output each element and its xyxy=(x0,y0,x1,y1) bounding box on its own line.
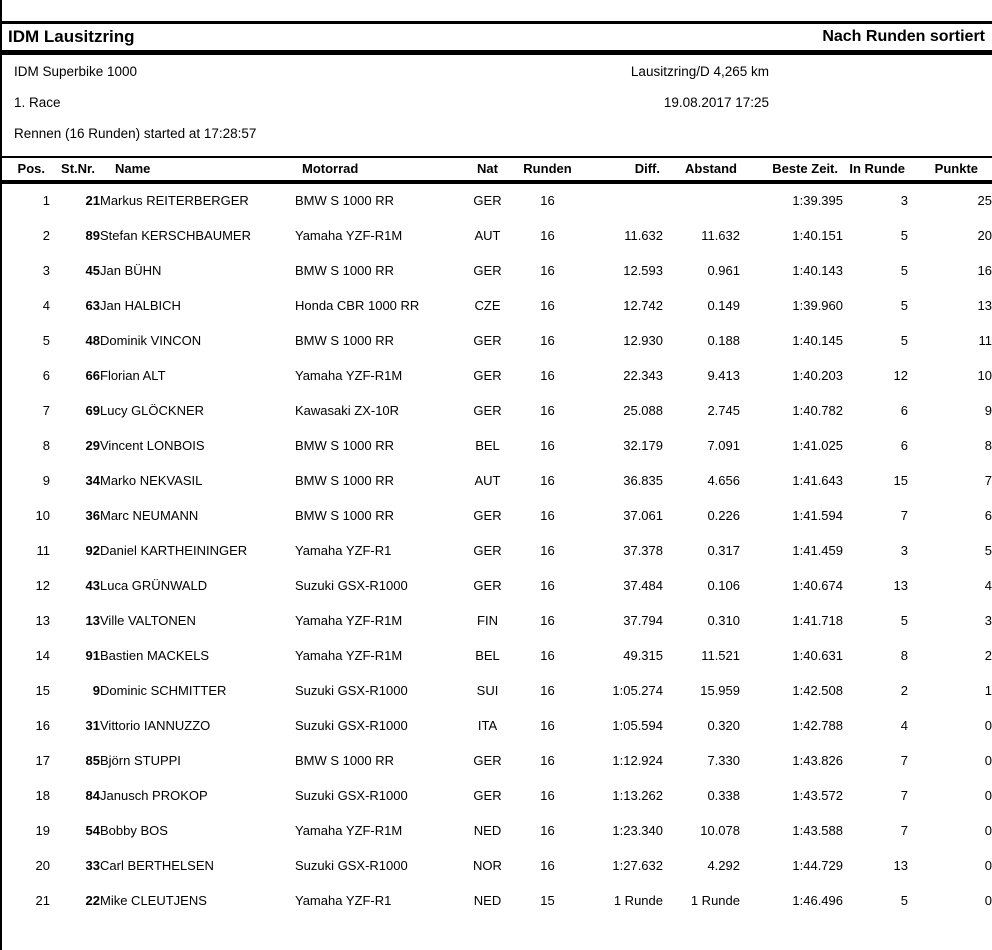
cell-points: 3 xyxy=(984,613,992,628)
cell-start-number: 48 xyxy=(85,333,100,348)
cell-gap: 0.226 xyxy=(707,508,740,523)
result-row xyxy=(0,288,992,323)
cell-pos: 3 xyxy=(42,263,50,278)
cell-laps: 16 xyxy=(540,683,555,698)
cell-start-number: 69 xyxy=(85,403,100,418)
session-label: 1. Race xyxy=(14,95,61,110)
cell-best-lap: 5 xyxy=(900,263,908,278)
cell-laps: 16 xyxy=(540,823,555,838)
cell-motorcycle: Suzuki GSX-R1000 xyxy=(295,718,408,733)
cell-motorcycle: Yamaha YZF-R1 xyxy=(295,543,392,558)
cell-gap: 10.078 xyxy=(700,823,740,838)
result-row xyxy=(0,708,992,743)
cell-pos: 4 xyxy=(42,298,50,313)
cell-pos: 11 xyxy=(36,543,50,558)
cell-pos: 5 xyxy=(42,333,50,348)
cell-best-time: 1:43.826 xyxy=(792,753,843,768)
cell-gap: 11.521 xyxy=(701,648,740,663)
title-underline-rule xyxy=(0,50,992,55)
cell-laps: 16 xyxy=(540,333,555,348)
result-row xyxy=(0,498,992,533)
cell-nationality: AUT xyxy=(474,228,501,243)
cell-rider-name: Daniel KARTHEININGER xyxy=(100,543,248,558)
cell-diff: 1:12.924 xyxy=(612,753,663,768)
cell-best-time: 1:43.588 xyxy=(792,823,843,838)
cell-laps: 16 xyxy=(540,648,555,663)
cell-diff: 25.088 xyxy=(623,403,663,418)
cell-start-number: 34 xyxy=(85,473,100,488)
cell-gap: 0.338 xyxy=(707,788,740,803)
cell-rider-name: Mike CLEUTJENS xyxy=(100,893,207,908)
cell-nationality: GER xyxy=(473,508,502,523)
cell-diff: 49.315 xyxy=(623,648,663,663)
header-start-number: St.Nr. xyxy=(61,160,95,176)
cell-rider-name: Florian ALT xyxy=(100,368,166,383)
sort-order-label: Nach Runden sortiert xyxy=(822,28,985,45)
result-row xyxy=(0,533,992,568)
cell-pos: 17 xyxy=(35,753,50,768)
cell-pos: 7 xyxy=(42,403,50,418)
cell-points: 6 xyxy=(984,508,992,523)
cell-nationality: GER xyxy=(473,753,502,768)
result-row xyxy=(0,883,992,918)
cell-motorcycle: Kawasaki ZX-10R xyxy=(295,403,400,418)
cell-motorcycle: Honda CBR 1000 RR xyxy=(295,298,420,313)
cell-motorcycle: BMW S 1000 RR xyxy=(295,508,394,523)
cell-nationality: GER xyxy=(473,263,502,278)
cell-motorcycle: BMW S 1000 RR xyxy=(295,473,394,488)
series-label: IDM Superbike 1000 xyxy=(14,64,138,79)
results-table xyxy=(0,183,992,918)
cell-points: 4 xyxy=(984,578,992,593)
cell-nationality: FIN xyxy=(477,613,498,628)
cell-points: 7 xyxy=(984,473,992,488)
cell-points: 5 xyxy=(984,543,992,558)
datetime-label: 19.08.2017 17:25 xyxy=(663,95,769,110)
cell-nationality: NOR xyxy=(473,858,502,873)
cell-motorcycle: Yamaha YZF-R1M xyxy=(295,823,403,838)
cell-points: 8 xyxy=(984,438,992,453)
header-points: Punkte xyxy=(934,160,978,176)
cell-pos: 8 xyxy=(42,438,50,453)
cell-pos: 15 xyxy=(35,683,50,698)
cell-diff: 37.794 xyxy=(623,613,663,628)
cell-points: 0 xyxy=(984,858,992,873)
cell-points: 0 xyxy=(984,893,992,908)
cell-pos: 9 xyxy=(42,473,50,488)
cell-diff: 12.593 xyxy=(623,263,663,278)
header-diff: Diff. xyxy=(634,160,660,176)
cell-best-lap: 5 xyxy=(900,298,908,313)
cell-laps: 16 xyxy=(540,578,555,593)
cell-nationality: GER xyxy=(473,788,502,803)
cell-laps: 16 xyxy=(540,193,555,208)
cell-pos: 10 xyxy=(35,508,50,523)
cell-best-time: 1:46.496 xyxy=(792,893,843,908)
cell-nationality: GER xyxy=(473,543,502,558)
cell-points: 0 xyxy=(984,718,992,733)
cell-best-time: 1:41.594 xyxy=(792,508,843,523)
cell-start-number: 21 xyxy=(85,193,100,208)
cell-best-lap: 5 xyxy=(900,333,908,348)
result-row xyxy=(0,813,992,848)
title-band xyxy=(0,24,992,50)
cell-nationality: NED xyxy=(473,893,502,908)
result-row xyxy=(0,673,992,708)
cell-nationality: GER xyxy=(473,578,502,593)
cell-motorcycle: Yamaha YZF-R1M xyxy=(295,613,403,628)
cell-rider-name: Carl BERTHELSEN xyxy=(100,858,214,873)
cell-gap: 11.632 xyxy=(701,228,740,243)
cell-best-lap: 7 xyxy=(900,823,908,838)
result-row xyxy=(0,323,992,358)
cell-pos: 16 xyxy=(35,718,50,733)
cell-motorcycle: Suzuki GSX-R1000 xyxy=(295,683,408,698)
cell-best-time: 1:40.782 xyxy=(792,403,843,418)
track-label: Lausitzring/D 4,265 km xyxy=(630,64,769,79)
cell-points: 0 xyxy=(984,823,992,838)
cell-diff: 1 Runde xyxy=(613,893,663,908)
cell-diff: 11.632 xyxy=(624,228,663,243)
cell-nationality: GER xyxy=(473,368,502,383)
cell-best-time: 1:42.788 xyxy=(792,718,843,733)
cell-pos: 6 xyxy=(42,368,50,383)
cell-motorcycle: BMW S 1000 RR xyxy=(295,438,394,453)
cell-points: 9 xyxy=(984,403,992,418)
cell-best-time: 1:42.508 xyxy=(792,683,843,698)
cell-diff: 36.835 xyxy=(623,473,663,488)
cell-best-lap: 13 xyxy=(893,578,908,593)
cell-laps: 16 xyxy=(540,543,555,558)
cell-start-number: 22 xyxy=(85,893,100,908)
cell-laps: 16 xyxy=(540,263,555,278)
cell-start-number: 45 xyxy=(85,263,100,278)
cell-laps: 15 xyxy=(540,893,555,908)
cell-rider-name: Marc NEUMANN xyxy=(100,508,199,523)
result-row xyxy=(0,638,992,673)
cell-diff: 1:13.262 xyxy=(612,788,663,803)
cell-best-lap: 7 xyxy=(900,753,908,768)
cell-pos: 13 xyxy=(35,613,50,628)
cell-diff: 12.742 xyxy=(623,298,663,313)
cell-start-number: 33 xyxy=(85,858,100,873)
cell-start-number: 13 xyxy=(85,613,100,628)
cell-motorcycle: BMW S 1000 RR xyxy=(295,193,394,208)
cell-nationality: BEL xyxy=(475,648,500,663)
cell-points: 0 xyxy=(984,788,992,803)
cell-best-time: 1:41.643 xyxy=(792,473,843,488)
cell-rider-name: Vittorio IANNUZZO xyxy=(100,718,211,733)
cell-rider-name: Markus REITERBERGER xyxy=(100,193,249,208)
cell-best-time: 1:40.145 xyxy=(792,333,843,348)
cell-nationality: ITA xyxy=(477,718,498,733)
cell-gap: 7.091 xyxy=(707,438,740,453)
cell-rider-name: Vincent LONBOIS xyxy=(100,438,205,453)
cell-gap: 9.413 xyxy=(707,368,740,383)
cell-start-number: 29 xyxy=(85,438,100,453)
cell-best-time: 1:41.718 xyxy=(792,613,843,628)
cell-laps: 16 xyxy=(540,298,555,313)
table-header-row xyxy=(0,158,992,178)
result-row xyxy=(0,603,992,638)
cell-points: 11 xyxy=(978,333,992,348)
cell-rider-name: Ville VALTONEN xyxy=(100,613,196,628)
cell-rider-name: Stefan KERSCHBAUMER xyxy=(100,228,251,243)
cell-best-time: 1:40.674 xyxy=(792,578,843,593)
cell-laps: 16 xyxy=(540,438,555,453)
cell-rider-name: Jan BÜHN xyxy=(100,263,162,278)
header-motorcycle: Motorrad xyxy=(302,160,359,176)
cell-start-number: 54 xyxy=(85,823,100,838)
cell-start-number: 31 xyxy=(85,718,100,733)
cell-best-time: 1:44.729 xyxy=(792,858,843,873)
result-row xyxy=(0,463,992,498)
cell-best-time: 1:41.459 xyxy=(792,543,843,558)
cell-motorcycle: Yamaha YZF-R1 xyxy=(295,893,392,908)
cell-rider-name: Bobby BOS xyxy=(100,823,168,838)
cell-points: 25 xyxy=(977,193,992,208)
header-best-time: Beste Zeit. xyxy=(772,160,838,176)
cell-diff: 37.378 xyxy=(623,543,663,558)
cell-best-lap: 4 xyxy=(900,718,908,733)
cell-start-number: 89 xyxy=(85,228,100,243)
header-gap: Abstand xyxy=(685,160,737,176)
cell-best-lap: 5 xyxy=(900,893,908,908)
cell-start-number: 66 xyxy=(85,368,100,383)
cell-pos: 14 xyxy=(35,648,50,663)
cell-points: 20 xyxy=(977,228,992,243)
start-info-label: Rennen (16 Runden) started at 17:28:57 xyxy=(14,126,257,141)
cell-laps: 16 xyxy=(540,753,555,768)
cell-pos: 12 xyxy=(35,578,50,593)
cell-rider-name: Bastien MACKELS xyxy=(100,648,210,663)
cell-best-time: 1:40.151 xyxy=(792,228,843,243)
cell-diff: 37.484 xyxy=(623,578,663,593)
cell-nationality: AUT xyxy=(474,473,501,488)
cell-diff: 1:05.274 xyxy=(612,683,663,698)
cell-best-lap: 8 xyxy=(900,648,908,663)
cell-pos: 2 xyxy=(42,228,50,243)
header-laps: Runden xyxy=(523,160,572,176)
cell-rider-name: Luca GRÜNWALD xyxy=(100,578,208,593)
cell-gap: 4.656 xyxy=(707,473,740,488)
cell-nationality: NED xyxy=(473,823,502,838)
cell-motorcycle: BMW S 1000 RR xyxy=(295,333,394,348)
cell-points: 2 xyxy=(984,648,992,663)
cell-diff: 32.179 xyxy=(623,438,663,453)
cell-best-lap: 7 xyxy=(900,508,908,523)
cell-laps: 16 xyxy=(540,613,555,628)
cell-best-time: 1:39.395 xyxy=(792,193,843,208)
cell-motorcycle: Yamaha YZF-R1M xyxy=(295,368,403,383)
cell-start-number: 92 xyxy=(85,543,100,558)
cell-start-number: 63 xyxy=(85,298,100,313)
cell-gap: 0.961 xyxy=(707,263,740,278)
cell-gap: 0.310 xyxy=(707,613,740,628)
cell-points: 16 xyxy=(977,263,992,278)
cell-rider-name: Lucy GLÖCKNER xyxy=(100,403,205,418)
cell-rider-name: Janusch PROKOP xyxy=(100,788,208,803)
cell-best-lap: 15 xyxy=(893,473,908,488)
cell-best-time: 1:39.960 xyxy=(792,298,843,313)
cell-diff: 1:27.632 xyxy=(612,858,663,873)
cell-pos: 20 xyxy=(35,858,50,873)
result-row xyxy=(0,393,992,428)
cell-motorcycle: Suzuki GSX-R1000 xyxy=(295,578,408,593)
cell-gap: 15.959 xyxy=(700,683,740,698)
cell-diff: 1:05.594 xyxy=(612,718,663,733)
cell-nationality: GER xyxy=(473,403,502,418)
header-name: Name xyxy=(115,160,151,176)
result-row xyxy=(0,778,992,813)
cell-nationality: BEL xyxy=(475,438,500,453)
cell-points: 10 xyxy=(977,368,992,383)
cell-best-time: 1:41.025 xyxy=(792,438,843,453)
cell-gap: 7.330 xyxy=(707,753,740,768)
cell-gap: 0.320 xyxy=(707,718,740,733)
result-row xyxy=(0,183,992,218)
cell-gap: 0.188 xyxy=(707,333,740,348)
cell-best-lap: 5 xyxy=(900,228,908,243)
cell-nationality: GER xyxy=(473,193,502,208)
cell-start-number: 84 xyxy=(85,788,100,803)
cell-motorcycle: Suzuki GSX-R1000 xyxy=(295,858,408,873)
cell-motorcycle: Yamaha YZF-R1M xyxy=(295,228,403,243)
cell-best-lap: 12 xyxy=(893,368,908,383)
cell-laps: 16 xyxy=(540,368,555,383)
cell-gap: 0.149 xyxy=(707,298,740,313)
cell-pos: 21 xyxy=(35,893,50,908)
cell-laps: 16 xyxy=(540,788,555,803)
cell-gap: 4.292 xyxy=(707,858,740,873)
cell-best-lap: 3 xyxy=(900,543,908,558)
cell-nationality: SUI xyxy=(476,683,499,698)
cell-rider-name: Jan HALBICH xyxy=(100,298,181,313)
header-nationality: Nat xyxy=(477,160,498,176)
cell-diff xyxy=(585,183,663,218)
cell-best-lap: 6 xyxy=(900,403,908,418)
cell-laps: 16 xyxy=(540,508,555,523)
cell-start-number: 36 xyxy=(85,508,100,523)
cell-pos: 19 xyxy=(35,823,50,838)
cell-gap xyxy=(663,183,740,218)
cell-gap: 0.317 xyxy=(707,543,740,558)
cell-start-number: 9 xyxy=(92,683,100,698)
cell-diff: 12.930 xyxy=(623,333,663,348)
cell-points: 13 xyxy=(977,298,992,313)
cell-motorcycle: BMW S 1000 RR xyxy=(295,753,394,768)
cell-gap: 2.745 xyxy=(707,403,740,418)
cell-motorcycle: BMW S 1000 RR xyxy=(295,263,394,278)
cell-laps: 16 xyxy=(540,718,555,733)
cell-laps: 16 xyxy=(540,858,555,873)
cell-gap: 1 Runde xyxy=(690,893,740,908)
cell-pos: 1 xyxy=(42,193,50,208)
result-row xyxy=(0,743,992,778)
result-row xyxy=(0,253,992,288)
cell-pos: 18 xyxy=(35,788,50,803)
cell-points: 1 xyxy=(984,683,992,698)
cell-diff: 1:23.340 xyxy=(612,823,663,838)
cell-nationality: CZE xyxy=(474,298,501,313)
result-row xyxy=(0,568,992,603)
result-row xyxy=(0,428,992,463)
cell-rider-name: Björn STUPPI xyxy=(100,753,181,768)
cell-best-lap: 6 xyxy=(900,438,908,453)
cell-start-number: 91 xyxy=(85,648,100,663)
cell-best-time: 1:40.631 xyxy=(792,648,843,663)
cell-diff: 37.061 xyxy=(623,508,663,523)
header-best-lap: In Runde xyxy=(849,160,905,176)
cell-diff: 22.343 xyxy=(623,368,663,383)
cell-laps: 16 xyxy=(540,403,555,418)
cell-best-lap: 5 xyxy=(900,613,908,628)
cell-laps: 16 xyxy=(540,473,555,488)
header-pos: Pos. xyxy=(17,160,45,176)
cell-best-lap: 13 xyxy=(893,858,908,873)
cell-best-lap: 7 xyxy=(900,788,908,803)
cell-best-time: 1:40.143 xyxy=(792,263,843,278)
cell-start-number: 43 xyxy=(85,578,100,593)
cell-gap: 0.106 xyxy=(707,578,740,593)
cell-nationality: GER xyxy=(473,333,502,348)
cell-rider-name: Dominic SCHMITTER xyxy=(100,683,227,698)
cell-best-lap: 3 xyxy=(900,193,908,208)
cell-laps: 16 xyxy=(540,228,555,243)
cell-motorcycle: Suzuki GSX-R1000 xyxy=(295,788,408,803)
result-row xyxy=(0,218,992,253)
cell-start-number: 85 xyxy=(85,753,100,768)
page-title: IDM Lausitzring xyxy=(8,27,135,46)
result-row xyxy=(0,848,992,883)
cell-points: 0 xyxy=(984,753,992,768)
cell-rider-name: Marko NEKVASIL xyxy=(100,473,203,488)
cell-best-lap: 2 xyxy=(900,683,908,698)
result-row xyxy=(0,358,992,393)
cell-best-time: 1:43.572 xyxy=(792,788,843,803)
cell-motorcycle: Yamaha YZF-R1M xyxy=(295,648,403,663)
cell-best-time: 1:40.203 xyxy=(792,368,843,383)
cell-rider-name: Dominik VINCON xyxy=(100,333,202,348)
